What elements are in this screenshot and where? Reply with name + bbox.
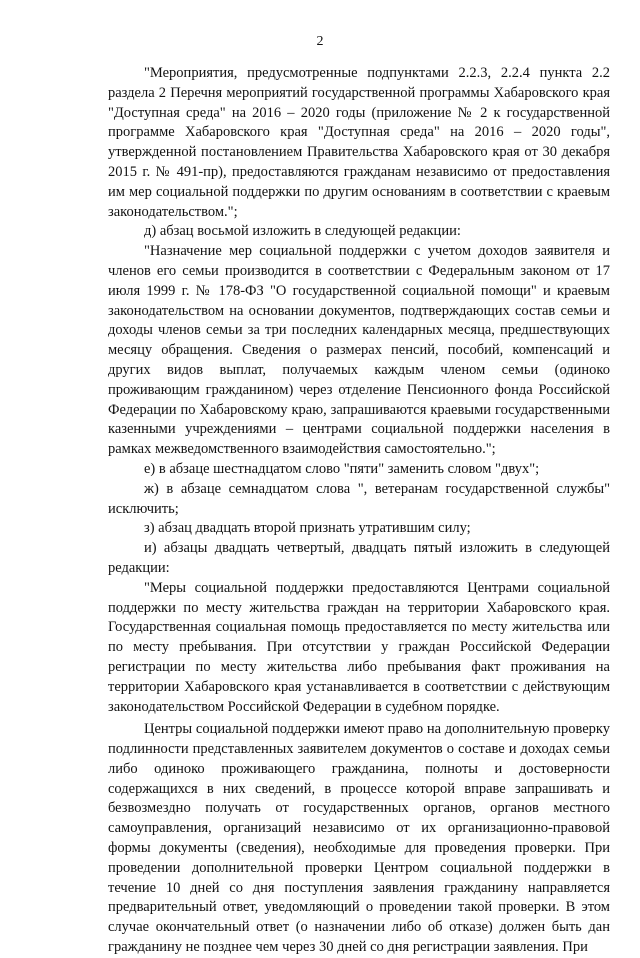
page-number: 2 [316,34,324,49]
paragraph-item-e: е) в абзаце шестнадцатом слово "пяти" заменить словом "двух"; [144,460,540,477]
paragraph-support-centers-check: Центры социальной поддержки имеют право на дополнительную проверку подлинности представленных заявителем документов о составе и доходах семьи либо одиноко проживающего гражданина, полноты и достоверности содержащихся в них сведений, в процессе которой вправе запрашивать и безвозмездно получать от государственных органов, органов местного самоуправления, организаций независимо от их организационно-правовой формы документы (сведения), необходимые для проведения проверки. При проведении дополнительной проверки Центром социальной поддержки в течение 10 дней со дня поступления заявления гражданину направляется предварительный ответ, уведомляющий о проведении такой проверки. В этом случае окончательный ответ (о назначении либо об отказе) должен быть дан гражданину не позднее чем через 30 дней со дня регистрации заявления. При [108,721,610,956]
paragraph-item-i: и) абзацы двадцать четвертый, двадцать пятый изложить в следующей редакции: [108,540,610,576]
paragraph-item-zh: ж) в абзаце семнадцатом слова ", ветеранам государственной службы" исключить; [108,480,610,517]
paragraph-assignment-measures: "Назначение мер социальной поддержки с учетом доходов заявителя и членов его семьи производится в соответствии с Федеральным законом от 17 июля 1999 г. № 178-ФЗ "О государственной социальной помощи" и краевым законодательством на основании документов, подтверждающих состав семьи и доходы членов семьи за три последних календарных месяца, предшествующих месяцу обращения. Сведения о размерах пенсий, пособий, компенсаций и других видов выплат, получаемых каждым членом семьи (одиноко проживающим гражданином) через отделение Пенсионного фонда Российской Федерации по Хабаровскому краю, запрашиваются краевыми государственными казенными учреждениями – центрами социальной поддержки населения в рамках межведомственного взаимодействия самостоятельно."; [108,243,610,458]
paragraph-support-measures: "Меры социальной поддержки предоставляются Центрами социальной поддержки по месту жительства граждан на территории Хабаровского края. Государственная социальная помощь предоставляется по месту жительства или по месту пребывания. При отсутствии у граждан Российской Федерации регистрации по месту жительства либо пребывания факт проживания на территории Хабаровского края устанавливается в соответствии с действующим законодательством Российской Федерации в судебном порядке. [108,579,610,715]
document-body [108,64,610,958]
paragraph-item-z: з) абзац двадцать второй признать утратившим силу; [144,520,471,537]
paragraph-item-d: д) абзац восьмой изложить в следующей редакции: [144,223,461,240]
paragraph-events-quote: "Мероприятия, предусмотренные подпунктами 2.2.3, 2.2.4 пункта 2.2 раздела 2 Перечня мероприятий государственной программы Хабаровского края "Доступная среда" на 2016 – 2020 годы (приложение № 2 к государственной программе Хабаровского края "Доступная среда" на 2016 – 2020 годы", утвержденной постановлением Правительства Хабаровского края от 30 декабря 2015 г. № 491-пр), предоставляются гражданам независимо от предоставления им мер социальной поддержки по другим основаниям в соответствии с краевым законодательством."; [108,65,610,220]
